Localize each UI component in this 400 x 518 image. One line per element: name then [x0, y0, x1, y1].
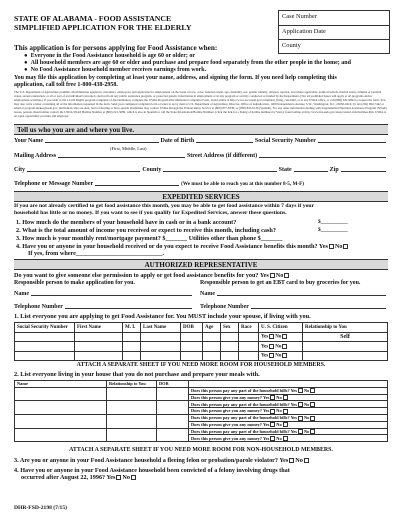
file-note: You may file this application by completing at least your name, address, and signing the form. If you need help completing this application, call toll free 1-800-438-2958.: [14, 75, 337, 88]
col-ssn: Social Security Number: [15, 323, 75, 333]
expedited-heading: EXPEDITED SERVICES: [14, 191, 388, 202]
non-household-header-row: [15, 381, 388, 388]
bullet-2: ● All household members are age 60 or older and purchase and prepare food separately from the other people in the home; and: [24, 60, 351, 66]
auth-name-row-1: Name: [14, 291, 194, 297]
money-yes-checkbox[interactable]: [270, 422, 275, 427]
auth-question: Do you want to give someone else permission to apply or get food assistance benefits for you? Yes No: [14, 272, 290, 279]
table-row[interactable]: Yes No: [15, 351, 388, 361]
title-line-1: STATE OF ALABAMA - FOOD ASSISTANCE: [14, 14, 172, 23]
exp-q4: 4. Have you or anyone in your household received or do you expect to receive Food Assistance benefits this month? Yes No: [16, 243, 349, 250]
citizen-cell: Yes No: [259, 332, 303, 342]
state-label: State: [278, 167, 292, 173]
col-dob2: DOB: [157, 381, 189, 388]
auth-name-field-2[interactable]: [217, 291, 386, 296]
table-row[interactable]: Does this person give you any money? Yes No: [15, 394, 388, 401]
household-q4: 4. Have you or anyone in your Food Assistance household been convicted of a felony involving drugs that occurred after August 22, 1996? Yes No: [14, 467, 290, 481]
table-row[interactable]: Does this person give you any money? Yes No: [15, 408, 388, 415]
state-field[interactable]: [294, 167, 328, 172]
exp-q4-where: If yes, from where____________________________.: [28, 250, 165, 257]
drug-yes-checkbox[interactable]: [116, 475, 121, 480]
table-row[interactable]: [15, 332, 388, 342]
col-relationship: Relationship to You: [303, 323, 388, 333]
col-first: First Name: [75, 323, 123, 333]
col-citizen: U. S. Citizen: [259, 323, 303, 333]
bullet-1: ● Everyone in the Food Assistance household is age 60 or older; or: [24, 53, 196, 59]
street-label: Street Address (if different): [186, 153, 258, 159]
bullet-3: ● No Food Assistance household member receives earnings from work.: [24, 67, 207, 73]
name-row: [14, 138, 388, 144]
table-row[interactable]: Does this person pay any part of the household bills? Yes No: [15, 428, 388, 435]
expedited-intro: If you are not already certified to get food assistance this month, you may be able to get food assistance within 7 days if your household has little or no money. If you want to see if you qualify for Expedited Services, answer these questions.: [14, 203, 315, 216]
exp-q4-yes-checkbox[interactable]: [329, 244, 334, 249]
city-row: [14, 167, 388, 173]
citizen-yes-checkbox[interactable]: [269, 353, 274, 358]
table-row[interactable]: Yes No: [15, 342, 388, 352]
auth-phone-field-2[interactable]: [251, 304, 386, 309]
phone-label: Telephone or Message Number: [14, 181, 94, 187]
money-yes-checkbox[interactable]: [270, 395, 275, 400]
citizen-no-checkbox[interactable]: [282, 334, 287, 339]
dob-field[interactable]: [196, 138, 253, 143]
address-row: [14, 153, 388, 159]
pay-no-checkbox[interactable]: [310, 388, 315, 393]
citizen-yes-checkbox[interactable]: [269, 334, 274, 339]
intro-lead: This application is for persons applying for Food Assistance when:: [14, 44, 218, 52]
county-label: County: [142, 167, 162, 173]
auth-no-checkbox[interactable]: [284, 273, 289, 278]
pay-no-checkbox[interactable]: [310, 429, 315, 434]
table-row[interactable]: Does this person give you any money? Yes No: [15, 435, 388, 442]
county-field[interactable]: [163, 167, 276, 172]
money-no-checkbox[interactable]: [283, 422, 288, 427]
drug-no-checkbox[interactable]: [131, 475, 136, 480]
exp-q3: 3. How much is your monthly rent/mortgage payment? $_______ Utilities other than phone $_______: [16, 235, 283, 242]
application-date-field[interactable]: Application Date: [279, 26, 389, 41]
exp-q2-amount[interactable]: $__________: [318, 227, 348, 233]
form-id: DHR-FSD-2198 (7/15): [14, 505, 67, 511]
ssn-label: Social Security Number: [254, 138, 316, 144]
dob-label: Date of Birth: [160, 138, 195, 144]
pay-yes-checkbox[interactable]: [298, 429, 303, 434]
name-label: Your Name: [14, 138, 44, 144]
col-race: Race: [239, 323, 259, 333]
phone-field[interactable]: [95, 181, 179, 186]
felon-no-checkbox[interactable]: [304, 458, 309, 463]
non-household-table: [14, 380, 388, 442]
table-row[interactable]: Does this person pay any part of the household bills? Yes No: [15, 401, 388, 408]
money-no-checkbox[interactable]: [283, 436, 288, 441]
auth-name-field-1[interactable]: [31, 291, 192, 296]
relationship-self: Self: [303, 332, 388, 342]
phone-row: [14, 181, 388, 187]
auth-phone-row-2: Telephone Number: [200, 304, 388, 310]
auth-phone-row-1: Telephone Number: [14, 304, 194, 310]
nondiscrimination-fine-print: The U.S. Department of Agriculture prohibits discrimination against its customers, employees, and applicants for employment on the bases of race, color, national origin, age, disability, sex, gender identity, religion, reprisal, and where applicable, political beliefs, marital status, familial or parental status, sexual orientation, or all or part of an individual's income is derived from any public assistance program, or protected genetic information in employment or in any program or activity conducted or funded by the Department. (Not all prohibited bases will apply to all programs and/or employment activities.) If you wish to file a Civil Rights program complaint of discrimination, complete the USDA Program Discrimination Complaint Form, found online at http://www.ascr.usda.gov/complaint_filing_cust.html, or at any USDA office, or call (866) 632-9992 to request the form. You may also write a letter containing all of the information requested in the form. Send your completed complaint form or letter to us by mail at U.S. Department of Agriculture, Director, Office of Adjudication, 1400 Independence Avenue, S.W., Washington, D.C. 20250-9410, by fax (202) 690-7442 or email at program.intake@usda.gov. Individuals who are deaf, hard of hearing or have speech disabilities may contact USDA through the Federal Relay Service at (800) 877-8339; or (800) 845-6136 (Spanish). For any other information dealing with Supplemental Nutrition Assistance Program (SNAP) issues, persons should either contact the USDA SNAP Hotline Number at (800) 221-5689, which is also in Spanish or call the State Information/Hotline Numbers (click the link for a listing of hotline numbers by State); found online at http://www.fns.usda.gov/snap/contact-info/hotlines.htm. USDA is an equal opportunity provider and employer.: [14, 90, 387, 118]
auth-yes-checkbox[interactable]: [270, 273, 275, 278]
title-line-2: SIMPLIFIED APPLICATION FOR THE ELDERLY: [14, 23, 192, 32]
col-mi: M. I.: [123, 323, 141, 333]
city-label: City: [14, 167, 25, 173]
office-use-box: [278, 10, 390, 54]
pay-no-checkbox[interactable]: [310, 416, 315, 421]
attach-household-note: ATTACH A SEPARATE SHEET IF YOU NEED MORE ROOM FOR HOUSEHOLD MEMBERS.: [76, 362, 326, 368]
household-q1: 1. List everyone you are applying to get Food Assistance for. You MUST include your spouse, if living with you.: [14, 313, 311, 320]
pay-yes-checkbox[interactable]: [298, 416, 303, 421]
pay-no-checkbox[interactable]: [310, 402, 315, 407]
mailing-field[interactable]: [58, 153, 185, 158]
ssn-field[interactable]: [318, 138, 386, 143]
col-sex: Sex: [221, 323, 239, 333]
auth-name-row-2: Name: [200, 291, 388, 297]
col-name: Name: [15, 381, 107, 388]
exp-q2: 2. What is the total amount of income you received or expect to receive this month, including cash?: [16, 227, 276, 234]
money-no-checkbox[interactable]: [283, 409, 288, 414]
form-title: [14, 14, 192, 32]
resp-apply-label: Responsible person to make application for you.: [14, 280, 135, 286]
name-field[interactable]: [45, 138, 158, 143]
exp-q1-amount[interactable]: $__________: [318, 219, 348, 225]
resp-ebt-label: Responsible person to get an EBT card to buy groceries for you.: [200, 280, 361, 286]
exp-q4-no-checkbox[interactable]: [343, 244, 348, 249]
phone-note: (We must be able to reach you at this number 8-5, M-F): [181, 181, 305, 187]
citizen-no-checkbox[interactable]: [282, 353, 287, 358]
zip-field[interactable]: [341, 167, 386, 172]
felon-yes-checkbox[interactable]: [289, 458, 294, 463]
auth-phone-field-1[interactable]: [65, 304, 192, 309]
table-row[interactable]: Does this person pay any part of the household bills? Yes No: [15, 414, 388, 421]
table-row[interactable]: Does this person pay any part of the household bills? Yes No: [15, 387, 388, 394]
citizen-yes-checkbox[interactable]: [269, 344, 274, 349]
money-yes-checkbox[interactable]: [270, 436, 275, 441]
money-yes-checkbox[interactable]: [270, 409, 275, 414]
household-q3: 3. Are you or anyone in your Food Assistance household a fleeing felon or probation/parole violator? Yes No: [14, 457, 388, 464]
pay-yes-checkbox[interactable]: [298, 388, 303, 393]
household-table: [14, 322, 388, 361]
pay-yes-checkbox[interactable]: [298, 402, 303, 407]
col-rel: Relationship to You: [107, 381, 157, 388]
street-field[interactable]: [259, 153, 386, 158]
city-field[interactable]: [27, 167, 140, 172]
household-header-row: [15, 323, 388, 333]
col-dob: DOB: [181, 323, 203, 333]
money-no-checkbox[interactable]: [283, 395, 288, 400]
case-number-field[interactable]: Case Number: [279, 11, 389, 26]
authorized-heading: AUTHORIZED REPRESENTATIVE: [14, 259, 388, 270]
exp-q1: 1. How much do the members of your household have in cash or in a bank account?: [16, 219, 237, 226]
name-hint: (First, Middle, Last): [110, 146, 147, 151]
zip-label: Zip: [329, 167, 339, 173]
table-row[interactable]: Does this person give you any money? Yes No: [15, 421, 388, 428]
county-field[interactable]: County: [282, 42, 301, 49]
about-heading: Tell us who you are and where you live.: [14, 124, 388, 135]
attach-non-household-note: ATTACH A SEPARATE SHEET IF YOU NEED MORE ROOM FOR NON-HOUSEHOLD MEMBERS.: [69, 447, 333, 453]
household-q2: 2. List everyone living in your house that you do not purchase and prepare your meals with.: [14, 371, 260, 378]
citizen-no-checkbox[interactable]: [282, 344, 287, 349]
col-age: Age: [203, 323, 221, 333]
col-last: Last Name: [141, 323, 181, 333]
mailing-label: Mailing Address: [14, 153, 57, 159]
